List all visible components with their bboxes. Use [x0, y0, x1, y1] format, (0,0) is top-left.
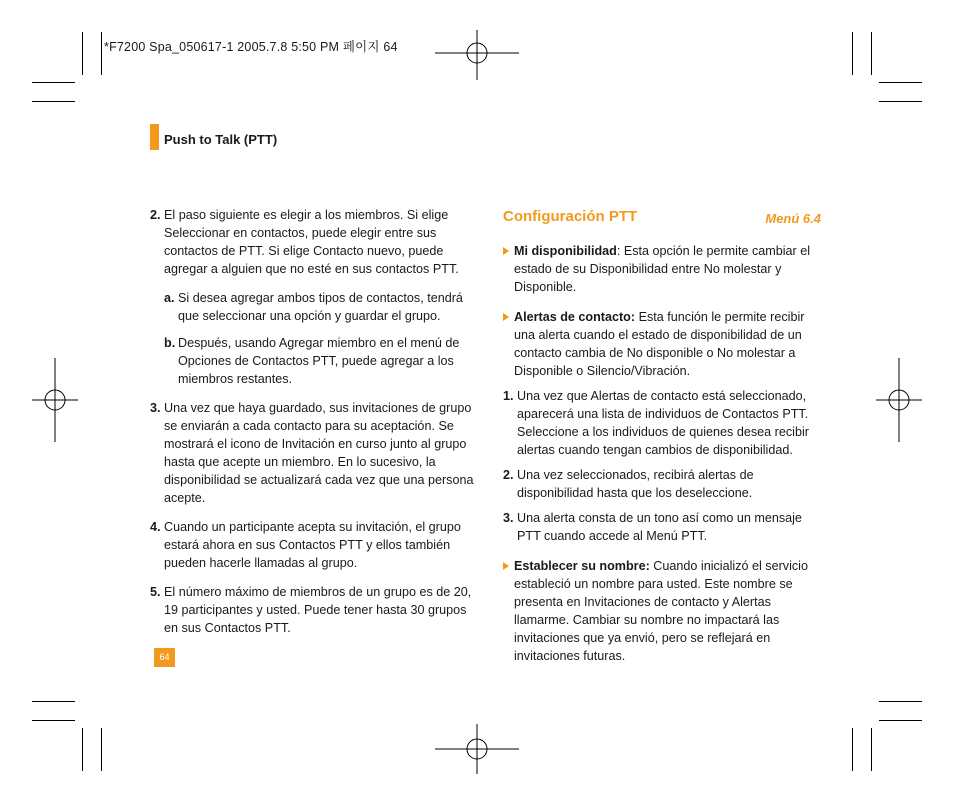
section-header: Push to Talk (PTT)	[164, 132, 278, 147]
option-bullet	[503, 242, 821, 296]
item-text: Cuando un participante acepta su invitación, el grupo estará ahora en sus Contactos PTT y ellos también pueden hacerle llamadas al grupo.	[164, 520, 461, 570]
crop-mark	[32, 101, 75, 102]
item-text: Una vez seleccionados, recibirá alertas de disponibilidad hasta que los deseleccione.	[517, 468, 754, 500]
item-text: Una vez que Alertas de contacto está seleccionado, aparecerá una lista de individuos de Contactos PTT. Seleccione a los individuos de quienes desea recibir alertas cuando tengan cambios de disponibilidad.	[517, 389, 809, 457]
option-label: Establecer su nombre:	[514, 559, 650, 573]
item-text: Una vez que haya guardado, sus invitaciones de grupo se enviarán a cada contacto para su aceptación. Se mostrará el icono de Invitación en curso junto al grupo hasta que acepte un miembro. En lo sucesivo, la disponibilidad se actualizará cada vez que una persona acepte.	[164, 401, 474, 505]
crop-mark	[879, 82, 922, 83]
item-letter: a.	[164, 291, 175, 305]
menu-reference: Menú 6.4	[765, 211, 821, 226]
crop-mark	[32, 82, 75, 83]
item-number: 3.	[150, 401, 161, 415]
section-tab-marker	[150, 124, 159, 150]
list-item	[150, 206, 475, 278]
crop-mark	[32, 701, 75, 702]
sub-list-item	[164, 289, 475, 325]
page-number-badge: 64	[154, 648, 175, 667]
item-number: 1.	[503, 389, 514, 403]
item-number: 2.	[150, 208, 161, 222]
left-column	[150, 206, 475, 648]
registration-mark-left	[32, 358, 78, 442]
sub-list-item	[164, 334, 475, 388]
list-item	[150, 518, 475, 572]
item-text: Si desea agregar ambos tipos de contactos, tendrá que seleccionar una opción y guardar el grupo.	[178, 291, 463, 323]
crop-mark	[101, 728, 102, 771]
right-column	[503, 208, 821, 677]
list-item	[150, 399, 475, 507]
item-text: Después, usando Agregar miembro en el menú de Opciones de Contactos PTT, puede agregar a los miembros restantes.	[178, 336, 460, 386]
crop-mark	[879, 101, 922, 102]
item-text: El paso siguiente es elegir a los miembros. Si elige Seleccionar en contactos, puede elegir entre sus contactos de PTT. Si elige Contacto nuevo, puede agregar a alguien que no esté en sus contactos PTT.	[164, 208, 459, 276]
arrow-right-icon	[503, 247, 509, 255]
section-title: Configuración PTT	[503, 208, 638, 225]
item-number: 2.	[503, 468, 514, 482]
option-bullet	[503, 557, 821, 665]
print-slug-line: *F7200 Spa_050617-1 2005.7.8 5:50 PM 페이지 64	[104, 40, 398, 54]
crop-mark	[871, 728, 872, 771]
item-text: Una alerta consta de un tono así como un mensaje PTT cuando accede al Menú PTT.	[517, 511, 802, 543]
crop-mark	[879, 701, 922, 702]
option-text: Cuando inicializó el servicio estableció un nombre para usted. Este nombre se presenta en Invitaciones de contacto y Alertas llamarme. Cambiar su nombre no impactará las invitaciones que ya envió, pero se reflejará en invitaciones futuras.	[514, 559, 808, 663]
option-label: Mi disponibilidad	[514, 244, 617, 258]
item-letter: b.	[164, 336, 176, 350]
list-item	[503, 509, 821, 545]
arrow-right-icon	[503, 313, 509, 321]
crop-mark	[852, 32, 853, 75]
registration-mark-top	[435, 30, 519, 80]
item-number: 5.	[150, 585, 161, 599]
crop-mark	[32, 720, 75, 721]
crop-mark	[852, 728, 853, 771]
option-label: Alertas de contacto:	[514, 310, 636, 324]
crop-mark	[879, 720, 922, 721]
option-text: : Esta opción le permite cambiar el estado de su Disponibilidad entre No molestar y Disponible.	[514, 244, 811, 294]
list-item	[150, 583, 475, 637]
registration-mark-right	[876, 358, 922, 442]
section-title-row	[503, 208, 821, 228]
crop-mark	[82, 32, 83, 75]
option-text: Esta función le permite recibir una alerta cuando el estado de disponibilidad de un contacto cambia de No disponible o No molestar a Disponible o Silencio/Vibración.	[514, 310, 805, 378]
option-bullet	[503, 308, 821, 380]
item-number: 4.	[150, 520, 161, 534]
list-item	[503, 387, 821, 459]
registration-mark-bottom	[435, 724, 519, 774]
crop-mark	[82, 728, 83, 771]
arrow-right-icon	[503, 562, 509, 570]
list-item	[503, 466, 821, 502]
crop-mark	[871, 32, 872, 75]
item-number: 3.	[503, 511, 514, 525]
item-text: El número máximo de miembros de un grupo es de 20, 19 participantes y usted. Puede tener hasta 30 grupos en sus Contactos PTT.	[164, 585, 472, 635]
crop-mark	[101, 32, 102, 75]
